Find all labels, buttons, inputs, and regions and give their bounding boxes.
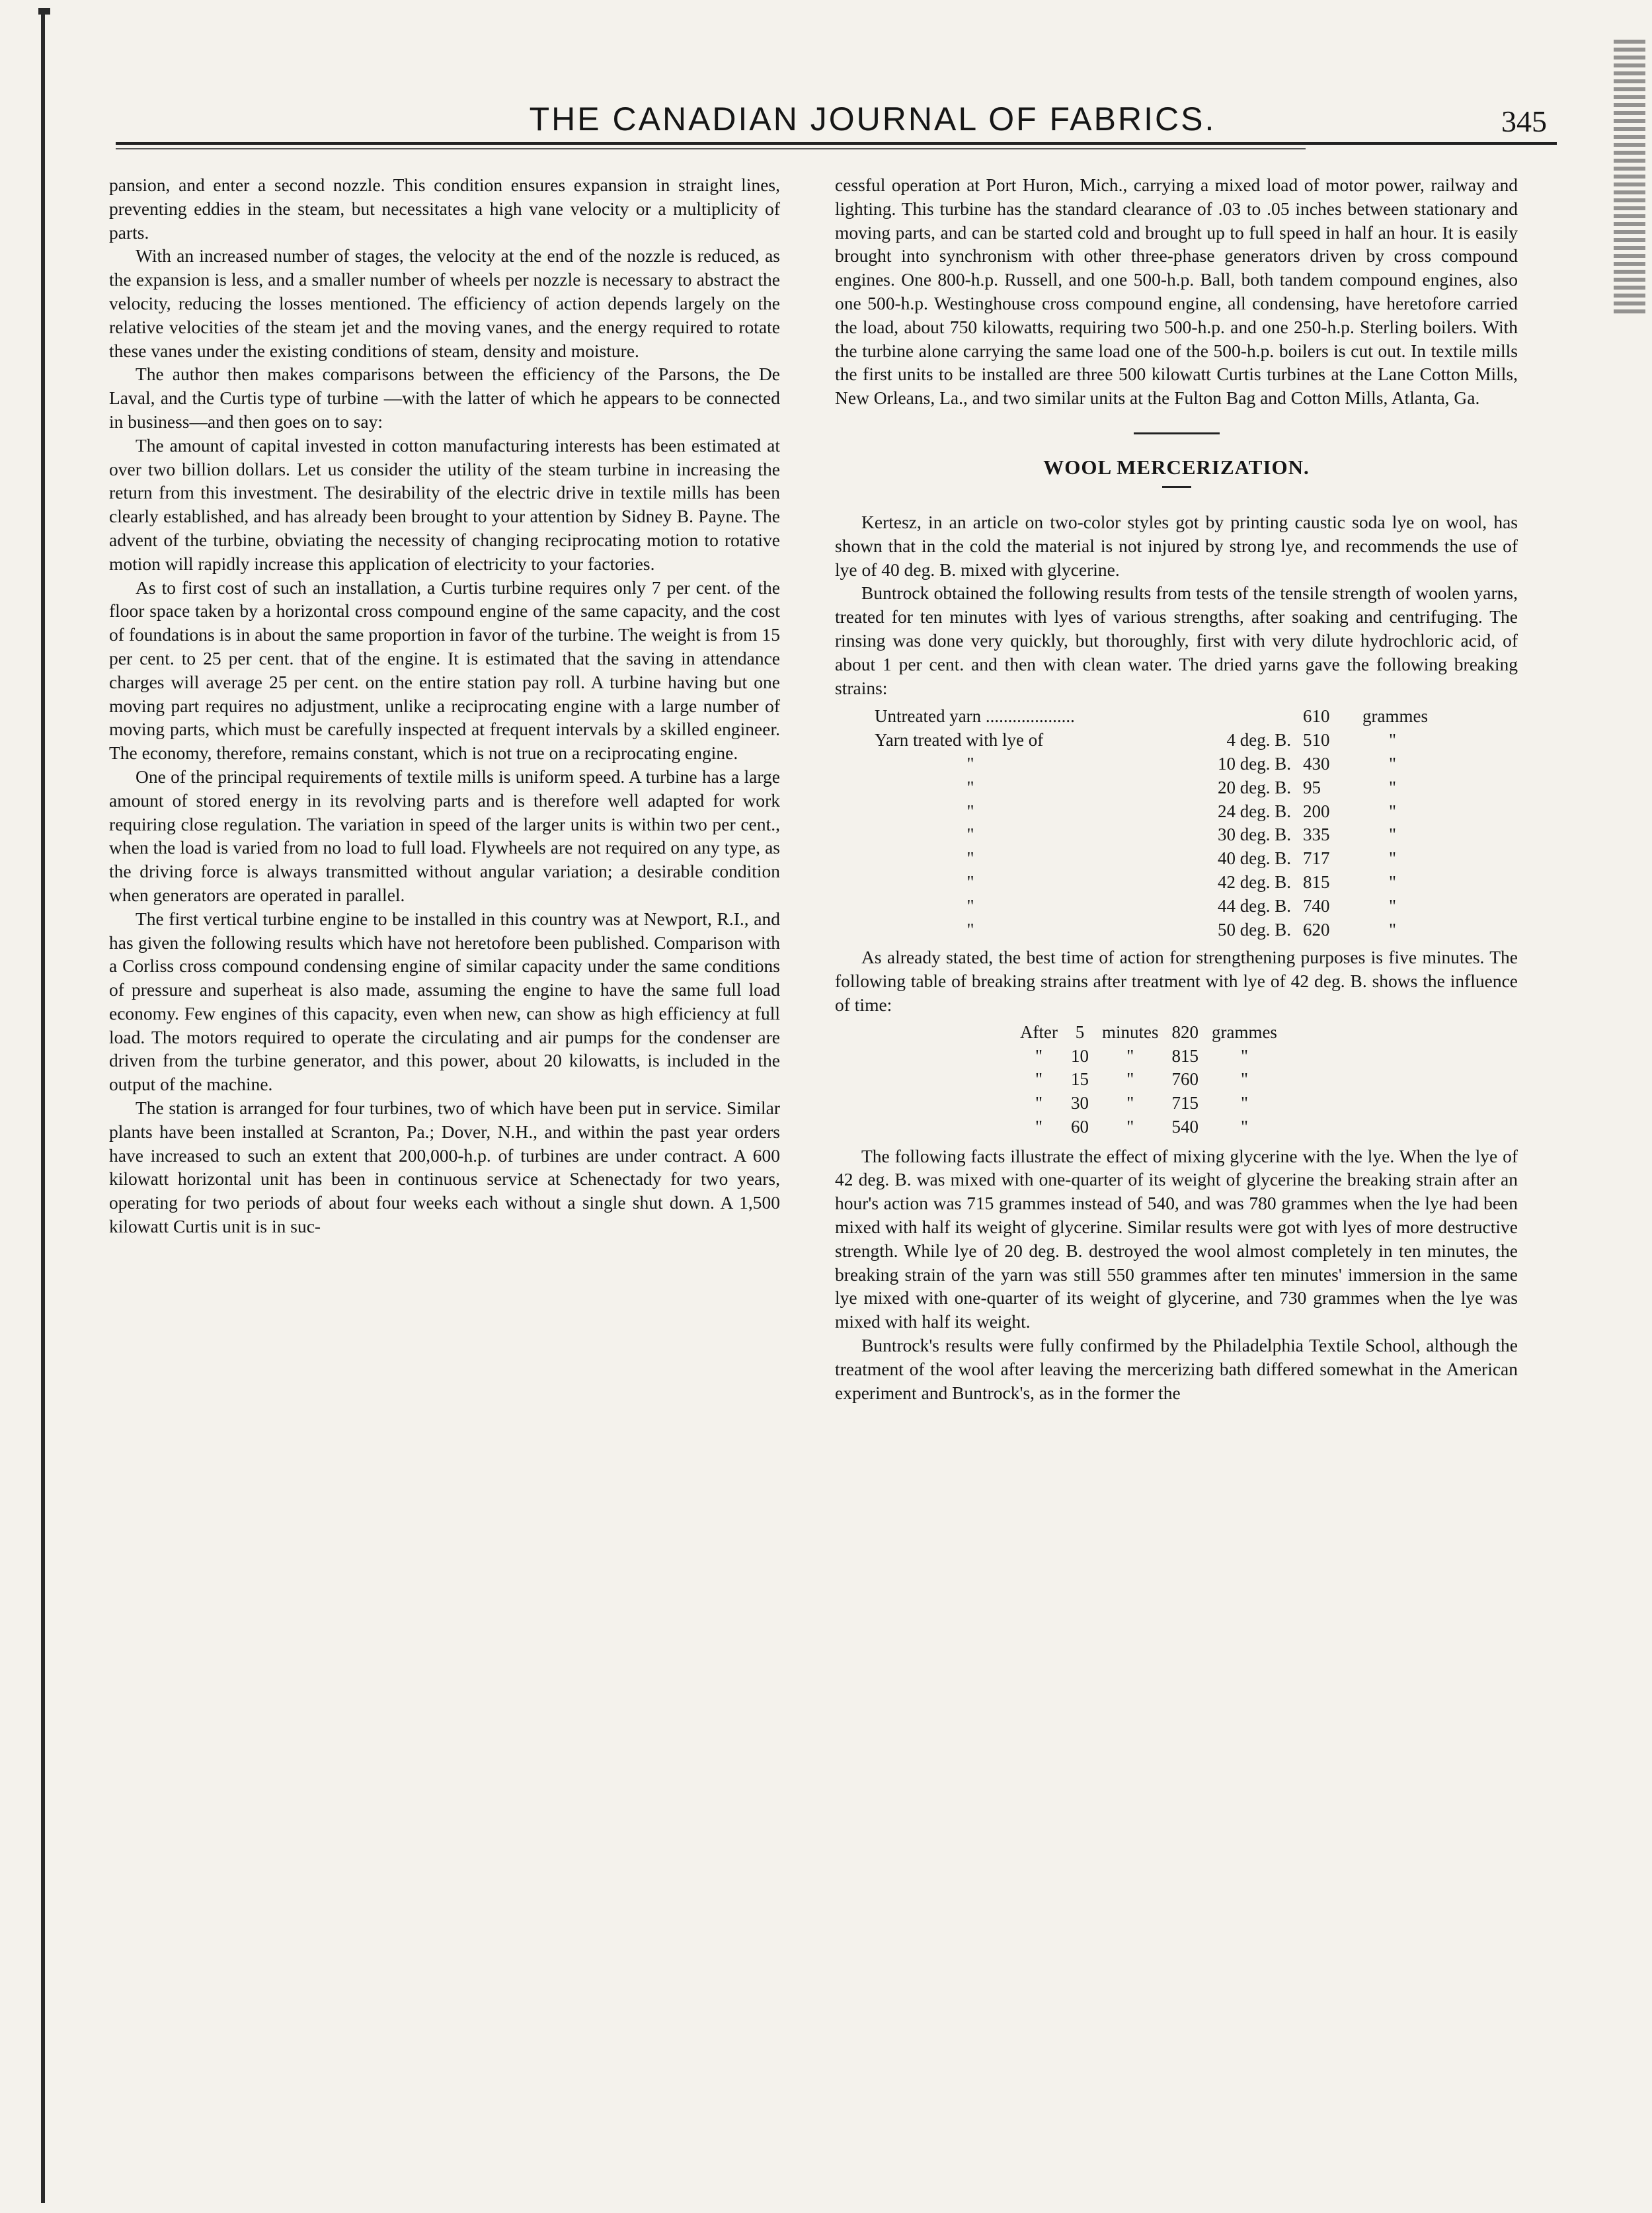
ditto-mark: " xyxy=(1126,1093,1134,1113)
ditto-mark: " xyxy=(966,895,1074,916)
paragraph: cessful operation at Port Huron, Mich., carrying a mixed load of motor power, railway and lighting. This turbine has the standard clearance of .03 to .05 inches between stationary and moving parts, and can be started cold and brought up to full speed in half an hour. It is easily brought into synchronism with other three-phase generators driven by cross compound engines. One 800-h.p. Russell, and one 500-h.p. Ball, both tandem compound engines, also one 500-h.p. Westinghouse cross compound engine, all condensing, have heretofore carried the load, about 750 kilowatts, requiring two 500-h.p. and one 250-h.p. Sterling boilers. With the turbine alone carrying the same load one of the 500-h.p. boilers is cut out. In textile mills the first units to be installed are three 500 kilowatt Curtis turbines at the Lane Cotton Mills, New Orleans, La., and two similar units at the Fulton Bag and Cotton Mills, Atlanta, Ga. xyxy=(835,175,1518,409)
untreated-label: Untreated yarn .................... xyxy=(875,706,1075,727)
table-row xyxy=(835,705,1495,729)
treated-label: Yarn treated with lye of xyxy=(875,730,1044,750)
lye-strength: 44 deg. B. xyxy=(1218,895,1291,916)
table-row xyxy=(835,776,1495,800)
table-row xyxy=(835,752,1495,776)
paragraph: One of the principal requirements of textile mills is uniform speed. A turbine has a large amount of stored energy in its revolving parts and is therefore well adapted for work requiring close regulation. The variation in speed of the larger units is within two per cent., when the load is varied from no load to full load. Flywheels are not required on any type, as the driving force is always transmitted without angular variation; a desirable condition when generators are operated in parallel. xyxy=(109,766,780,905)
breaking-strain-value: 717 xyxy=(1303,848,1330,869)
ditto-mark: " xyxy=(1240,1116,1248,1137)
ditto-mark: " xyxy=(1389,777,1397,797)
ditto-mark: " xyxy=(966,825,1074,845)
right-column xyxy=(835,173,1518,1404)
paragraph: Buntrock obtained the following results from tests of the tensile strength of woolen yarns, treated for ten minutes with lyes of various strengths, after soaking and centrifuging. The rinsing was done very quickly, but thoroughly, first with very dilute hydrochloric acid, of about 1 per cent. and then with clean water. The dried yarns gave the following breaking strains: xyxy=(835,583,1518,698)
left-column xyxy=(109,173,780,1238)
ditto-mark: " xyxy=(1126,1116,1134,1137)
ditto-mark: " xyxy=(1126,1069,1134,1090)
table-row xyxy=(1013,1092,1284,1115)
ditto-mark: " xyxy=(1389,919,1397,940)
paragraph: The following facts illustrate the effect of mixing glycerine with the lye. When the lye of 42 deg. B. was mixed with one-quarter of its weight of glycerine the breaking strain after an hour's action was 715 grammes instead of 540, and was 780 grammes when the lye had been mixed with half its weight of glycerine. Similar results were got with lyes of more destructive strength. While lye of 20 deg. B. destroyed the wool almost completely in ten minutes, the breaking strain of the yarn was still 550 grammes after ten minutes' immersion in the same lye mixed with one-quarter of its weight of glycerine, and 730 grammes when the lye was mixed with half its weight. xyxy=(835,1145,1518,1332)
section-title: WOOL MERCERIZATION. xyxy=(1043,455,1310,479)
ditto-mark: " xyxy=(1389,825,1397,845)
journal-title: THE CANADIAN JOURNAL OF FABRICS. xyxy=(529,101,1216,138)
after-label: After xyxy=(1020,1022,1058,1042)
ditto-mark: " xyxy=(966,777,1074,797)
paragraph: The station is arranged for four turbines, two of which have been put in service. Similar plants have been installed at Scranton, Pa.; Dover, N.H., and within the past year orders have increased to such an extent that 200,000-h.p. of turbines are under contract. A 600 kilowatt horizontal unit has been in continuous service at Schenectady for two years, operating for two periods of about four weeks each without a single shut down. A 1,500 kilowatt Curtis unit is in suc- xyxy=(109,1098,780,1237)
paragraph: With an increased number of stages, the velocity at the end of the nozzle is reduced, as the expansion is less, and a smaller number of wheels per nozzle is necessary to abstract the velocity, reducing the losses mentioned. The efficiency of action depends largely on the relative velocities of the steam jet and the moving vanes, and the energy required to rotate these vanes under the existing conditions of steam, density and moisture. xyxy=(109,245,780,361)
ditto-mark: " xyxy=(966,753,1074,774)
unit-label: grammes xyxy=(1362,706,1428,727)
breaking-strain-value: 815 xyxy=(1171,1045,1199,1066)
ditto-mark: " xyxy=(1389,871,1397,892)
breaking-strain-value: 815 xyxy=(1303,871,1330,892)
breaking-strain-value: 430 xyxy=(1303,753,1330,774)
lye-strength: 4 deg. B. xyxy=(1226,730,1291,750)
paragraph: pansion, and enter a second nozzle. This condition ensures expansion in straight lines, preventing eddies in the steam, but necessitates a high vane velocity or a multiplicity of parts. xyxy=(109,175,780,243)
time-influence-table xyxy=(1013,1021,1284,1139)
lye-strength: 50 deg. B. xyxy=(1218,919,1291,940)
ditto-mark: " xyxy=(1389,848,1397,869)
ditto-mark: " xyxy=(1240,1069,1248,1090)
ditto-mark: " xyxy=(966,871,1074,892)
breaking-strain-value: 510 xyxy=(1303,730,1330,750)
lye-strength: 24 deg. B. xyxy=(1218,801,1291,821)
header-rule xyxy=(116,142,1557,145)
grammes-label: grammes xyxy=(1211,1022,1277,1042)
lye-strength: 30 deg. B. xyxy=(1218,825,1291,845)
ditto-mark: " xyxy=(1389,730,1397,750)
paragraph: The first vertical turbine engine to be installed in this country was at Newport, R.I., and has given the following results which have not heretofore been published. Comparison with a Corliss cross compound condensing engine of similar capacity under the same conditions of pressure and superheat is also made, assuming the engine to have the same full load economy. Few engines of this capacity, even when new, can show as high efficiency at full load. The motors required to operate the circulating and air pumps for the condenser are driven from the turbine generator, and this power, about 20 kilowatts, is included in the output of the machine. xyxy=(109,908,780,1095)
minutes-value: 60 xyxy=(1070,1116,1089,1137)
ditto-mark: " xyxy=(1035,1093,1042,1113)
minutes-value: 10 xyxy=(1070,1045,1089,1066)
paragraph: As already stated, the best time of action for strengthening purposes is five minutes. The following table of breaking strains after treatment with lye of 42 deg. B. shows the influence of time: xyxy=(835,947,1518,1015)
ditto-mark: " xyxy=(1389,753,1397,774)
ditto-mark: " xyxy=(1240,1045,1248,1066)
minutes-value: 5 xyxy=(1075,1022,1085,1042)
breaking-strain-value: 620 xyxy=(1303,919,1330,940)
paragraph: As to first cost of such an installation, a Curtis turbine requires only 7 per cent. of the floor space taken by a horizontal cross compound engine of the same capacity, and the cost of foundations is in about the same proportion in favor of the turbine. The weight is from 15 per cent. to 25 per cent. that of the engine. It is estimated that the saving in attendance charges will average 25 per cent. on the entire station pay roll. A turbine having but one moving part requires no adjustment, unlike a reciprocating engine with a large number of moving parts, which must be carefully inspected at frequent intervals by a skilled engineer. The economy, therefore, remains constant, which is not true on a reciprocating engine. xyxy=(109,577,780,764)
minutes-value: 30 xyxy=(1070,1093,1089,1113)
table-row xyxy=(1013,1021,1284,1045)
page-edge-line xyxy=(41,8,45,2203)
breaking-strain-value: 540 xyxy=(1171,1116,1199,1137)
section-separator xyxy=(1134,432,1220,434)
table-row xyxy=(1013,1045,1284,1068)
ditto-mark: " xyxy=(966,919,1074,940)
lye-strength: 20 deg. B. xyxy=(1218,777,1291,797)
paragraph: Kertesz, in an article on two-color styles got by printing caustic soda lye on wool, has shown that in the cold the material is not injured by strong lye, and recommends the use of lye of 40 deg. B. mixed with glycerine. xyxy=(835,511,1518,580)
ditto-mark: " xyxy=(1035,1116,1042,1137)
breaking-strain-table xyxy=(835,705,1495,942)
minutes-label: minutes xyxy=(1101,1022,1159,1042)
page-number: 345 xyxy=(1501,104,1547,138)
margin-marks xyxy=(1614,40,1645,317)
quoted-paragraph: The amount of capital invested in cotton manufacturing interests has been estimated at over two billion dollars. Let us consider the utility of the steam turbine in increasing the return from this investment. The desirability of the electric drive in textile mills has been clearly established, and has already been brought to your attention by Sidney B. Payne. The advent of the turbine, obviating the necessity of changing reciprocating motion to rotative motion will rapidly increase this application of electricity to your factories. xyxy=(109,434,780,574)
lye-strength: 42 deg. B. xyxy=(1218,871,1291,892)
ditto-mark: " xyxy=(966,848,1074,869)
ditto-mark: " xyxy=(1240,1093,1248,1113)
table-row xyxy=(835,895,1495,918)
table-row xyxy=(1013,1115,1284,1139)
untreated-value: 610 xyxy=(1303,706,1330,727)
ditto-mark: " xyxy=(1126,1045,1134,1066)
breaking-strain-value: 820 xyxy=(1171,1022,1199,1042)
page-edge-corner xyxy=(38,8,50,15)
title-underline xyxy=(1162,486,1191,488)
table-row xyxy=(835,729,1495,752)
table-row xyxy=(835,918,1495,942)
table-row xyxy=(1013,1068,1284,1092)
minutes-value: 15 xyxy=(1070,1069,1089,1090)
ditto-mark: " xyxy=(1389,801,1397,821)
table-row xyxy=(835,823,1495,847)
breaking-strain-value: 740 xyxy=(1303,895,1330,916)
breaking-strain-value: 760 xyxy=(1171,1069,1199,1090)
ditto-mark: " xyxy=(966,801,1074,821)
table-row xyxy=(835,800,1495,824)
ditto-mark: " xyxy=(1389,895,1397,916)
paragraph: Buntrock's results were fully confirmed by the Philadelphia Textile School, although the treatment of the wool after leaving the mercerizing bath differed somewhat in the American experiment and Buntrock's, as in the former the xyxy=(835,1335,1518,1403)
breaking-strain-value: 715 xyxy=(1171,1093,1199,1113)
paragraph: The author then makes comparisons between the efficiency of the Parsons, the De Laval, and the Curtis type of turbine —with the latter of which he appears to be connected in business—and then goes on to say: xyxy=(109,364,780,432)
lye-strength: 40 deg. B. xyxy=(1218,848,1291,869)
breaking-strain-value: 335 xyxy=(1303,825,1330,845)
header-rule-thin xyxy=(116,148,1306,149)
ditto-mark: " xyxy=(1035,1045,1042,1066)
ditto-mark: " xyxy=(1035,1069,1042,1090)
breaking-strain-value: 200 xyxy=(1303,801,1330,821)
table-row xyxy=(835,871,1495,895)
breaking-strain-value: 95 xyxy=(1303,777,1321,797)
lye-strength: 10 deg. B. xyxy=(1218,753,1291,774)
table-row xyxy=(835,847,1495,871)
